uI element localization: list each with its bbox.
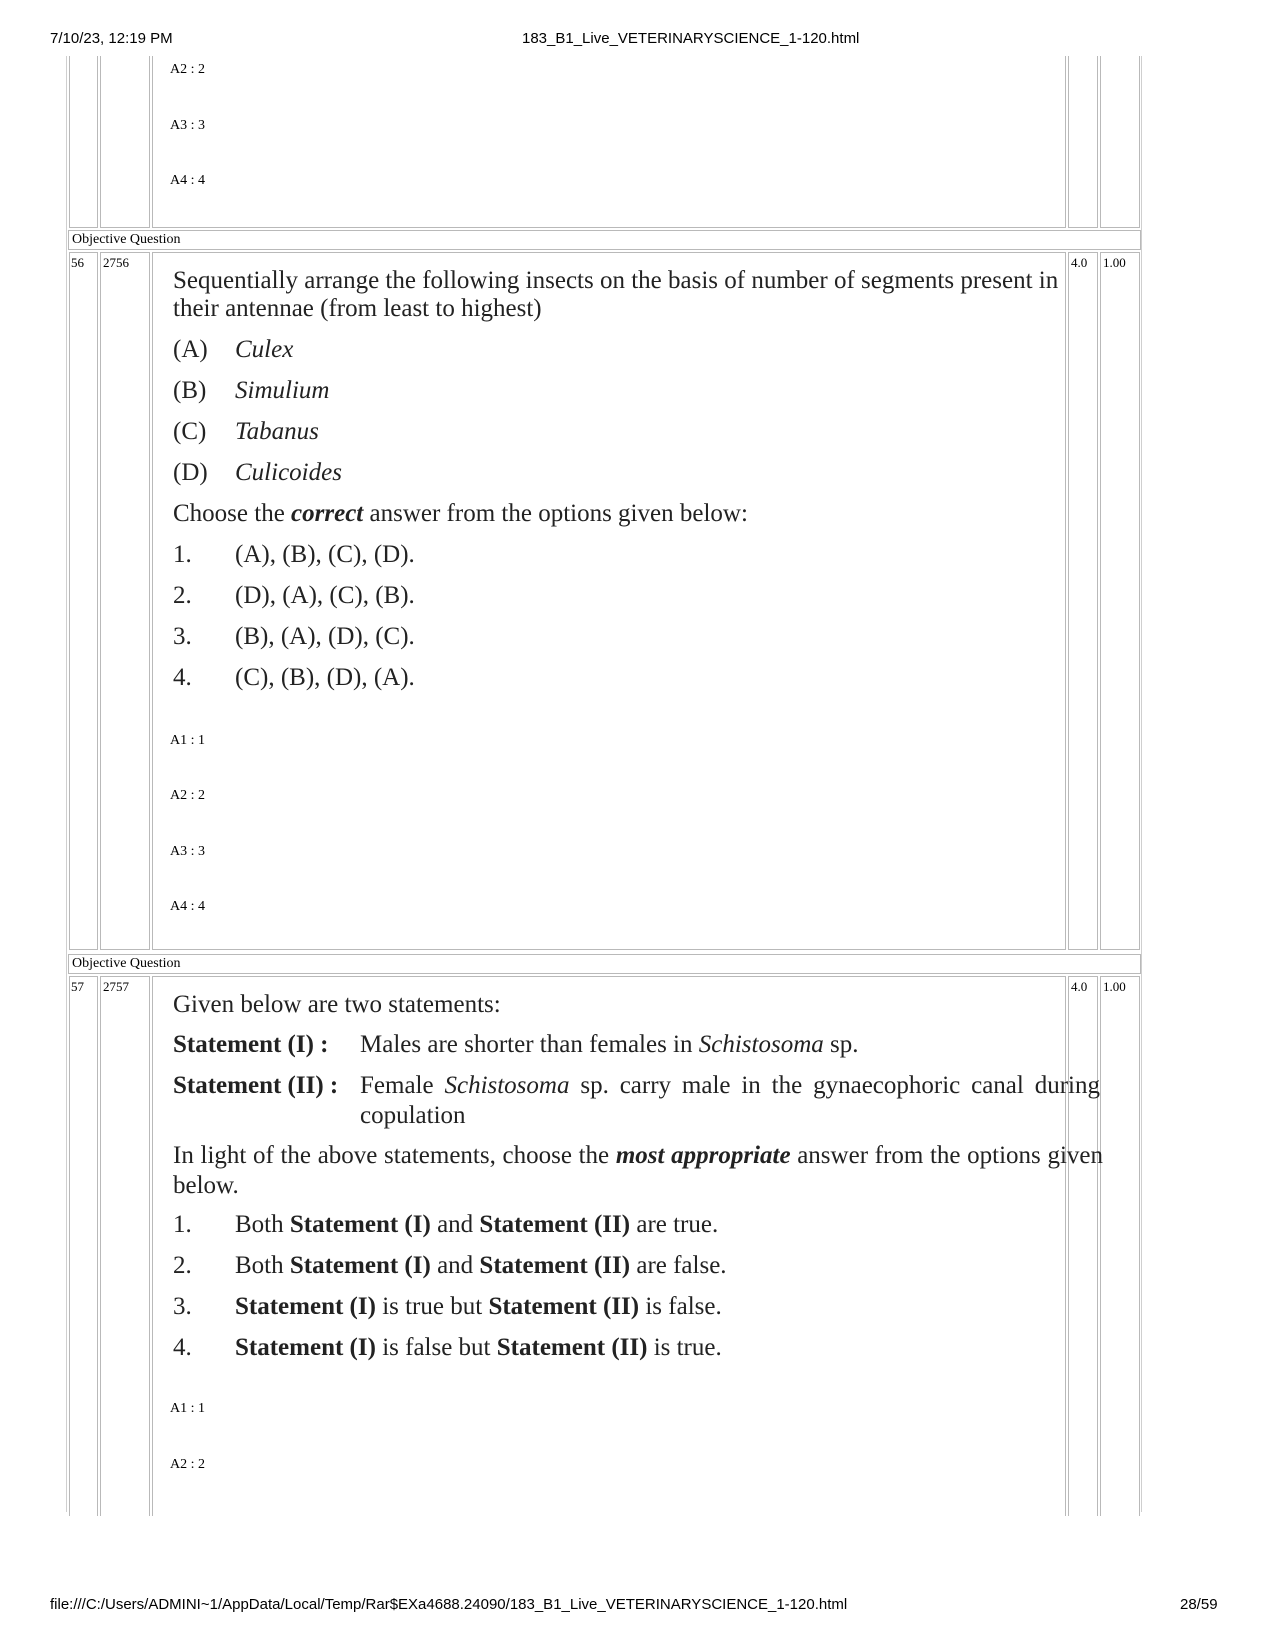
q56-answer-4: A4 : 4 — [170, 899, 205, 914]
q57-type-label: Objective Question — [72, 956, 181, 971]
q56-item-d: (D) Culicoides — [173, 459, 342, 486]
q57-option-3: 3. Statement (I) is true but Statement (II) is false. — [173, 1293, 722, 1320]
q57-neg-cell — [1100, 976, 1140, 1516]
q57-answer-2: A2 : 2 — [170, 1457, 205, 1472]
q57-statement-1: Statement (I) : Males are shorter than females in Schistosoma sp. — [173, 1031, 859, 1058]
q56-type-label: Objective Question — [72, 232, 181, 247]
document-title: 183_B1_Live_VETERINARYSCIENCE_1-120.html — [522, 30, 860, 47]
q56-option-2: 2. (D), (A), (C), (B). — [173, 582, 415, 609]
page-number: 28/59 — [1180, 1596, 1218, 1613]
q56-option-3: 3. (B), (A), (D), (C). — [173, 623, 415, 650]
q57-intro: Given below are two statements: — [173, 991, 501, 1018]
file-path: file:///C:/Users/ADMINI~1/AppData/Local/Temp/Rar$EXa4688.24090/183_B1_Live_VETERINARYSCIENCE_1-120.html — [50, 1596, 848, 1613]
prev-answer-3: A3 : 3 — [170, 118, 205, 133]
q56-answer-1: A1 : 1 — [170, 733, 205, 748]
q56-neg-cell — [1100, 252, 1140, 950]
q57-sno: 57 — [71, 979, 84, 994]
q56-negative-marks: 1.00 — [1103, 255, 1126, 270]
q57-option-4: 4. Statement (I) is false but Statement (II) is true. — [173, 1334, 722, 1361]
q56-answer-2: A2 : 2 — [170, 788, 205, 803]
q56-item-a: (A) Culex — [173, 336, 294, 363]
q56-type-row — [68, 230, 1141, 250]
prev-neg-cell — [1100, 56, 1140, 228]
q56-question-line-2: their antennae (from least to highest) — [173, 295, 542, 322]
q57-type-row — [68, 954, 1141, 974]
q56-option-1: 1. (A), (B), (C), (D). — [173, 541, 415, 568]
prev-qid-cell — [100, 56, 150, 228]
q56-option-4: 4. (C), (B), (D), (A). — [173, 664, 415, 691]
prev-question-cell — [152, 56, 1066, 228]
q56-marks-cell — [1068, 252, 1098, 950]
q57-sno-cell — [69, 976, 98, 1516]
print-datetime: 7/10/23, 12:19 PM — [50, 30, 173, 47]
q56-question-line-1: Sequentially arrange the following insects on the basis of number of segments present in — [173, 267, 1059, 294]
prev-marks-cell — [1068, 56, 1098, 228]
q56-sno-cell — [69, 252, 98, 950]
q56-item-b: (B) Simulium — [173, 377, 330, 404]
q57-qid-cell — [100, 976, 150, 1516]
q56-sno: 56 — [71, 255, 84, 270]
q56-instruction: Choose the correct answer from the options given below: — [173, 500, 748, 527]
q56-qid-cell — [100, 252, 150, 950]
q57-qid: 2757 — [103, 979, 129, 994]
q57-statement-2: Statement (II) : Female Schistosoma sp. carry male in the gynaecophoric canal during copulation — [173, 1072, 1100, 1129]
q56-marks: 4.0 — [1071, 255, 1088, 270]
q57-answer-1: A1 : 1 — [170, 1401, 205, 1416]
q57-option-1: 1. Both Statement (I) and Statement (II) are true. — [173, 1211, 719, 1238]
prev-answer-4: A4 : 4 — [170, 173, 205, 188]
prev-answer-2: A2 : 2 — [170, 62, 205, 77]
q57-negative-marks: 1.00 — [1103, 979, 1126, 994]
q56-item-c: (C) Tabanus — [173, 418, 319, 445]
q56-qid: 2756 — [103, 255, 129, 270]
q57-option-2: 2. Both Statement (I) and Statement (II) are false. — [173, 1252, 727, 1279]
q57-instruction: In light of the above statements, choose the most appropriate answer from the options given below. — [173, 1142, 1103, 1199]
q57-marks: 4.0 — [1071, 979, 1088, 994]
q56-answer-3: A3 : 3 — [170, 844, 205, 859]
prev-sno-cell — [69, 56, 98, 228]
